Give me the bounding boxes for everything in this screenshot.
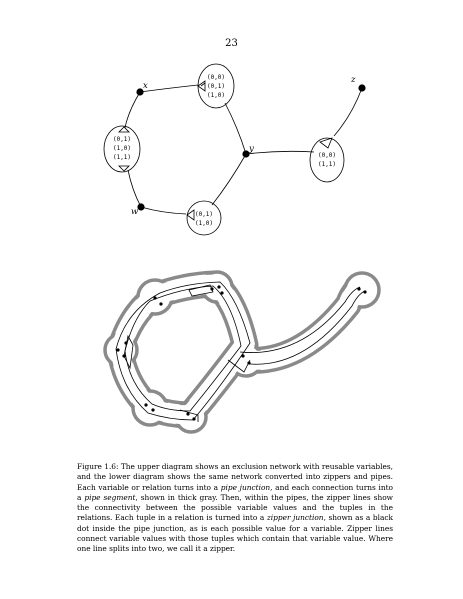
edge-y-right bbox=[246, 151, 314, 154]
tuple-label: (0,1) bbox=[194, 211, 214, 218]
tuple-label: (1,0) bbox=[112, 145, 132, 152]
edge-z-right bbox=[334, 88, 362, 136]
edge-left-w bbox=[128, 170, 141, 207]
variable-w-dot bbox=[137, 203, 144, 210]
tuple-label: (1,0) bbox=[206, 92, 226, 99]
figure-caption bbox=[77, 462, 393, 555]
edge-x-top bbox=[140, 85, 198, 92]
edge-y-bottom bbox=[212, 154, 246, 205]
variable-x-label: x bbox=[143, 81, 148, 91]
variable-z-label: z bbox=[351, 75, 356, 85]
caption-text: , and each connection turns into a bbox=[77, 482, 393, 502]
relation-right bbox=[310, 138, 344, 182]
tuple-label: (0,1) bbox=[112, 136, 132, 143]
marker-left-top bbox=[119, 127, 129, 132]
caption-text: , shown as a black dot inside the pipe junction, as is each possible value for a variable. Zipper lines connect variable values with those tuples which contain that variable value. Where one line splits into two, we call it a zipper. bbox=[77, 513, 393, 554]
tuple-label: (0,1) bbox=[206, 83, 226, 90]
relation-bottom bbox=[187, 201, 221, 235]
lower-diagram bbox=[105, 272, 379, 432]
variable-z-dot bbox=[358, 84, 365, 91]
edge-x-left bbox=[125, 92, 140, 128]
tuple-label: (0,0) bbox=[317, 152, 337, 159]
page-number: 23 bbox=[225, 38, 238, 49]
caption-text: The upper diagram shows an exclusion network with reusable variables, and the lower diagram shows the same network converted into zippers and pipes. Each variable or relation turns into a bbox=[77, 462, 394, 492]
tuple-label: (1,0) bbox=[194, 220, 214, 227]
tuple-label: (1,1) bbox=[317, 161, 337, 168]
tuple-label: (0,0) bbox=[206, 74, 226, 81]
caption-label: Figure 1.6: bbox=[77, 462, 119, 471]
edge-w-bottom bbox=[141, 207, 186, 214]
caption-term: pipe segment bbox=[84, 492, 136, 502]
caption-text: , shown in thick gray. Then, within the pipes, the zipper lines show the connectivity between the possible variable values and the tuples in the relations. Each tuple in a relation is turned into a bbox=[77, 492, 393, 523]
caption-term: pipe junction bbox=[220, 482, 271, 492]
marker-right bbox=[320, 138, 332, 148]
edge-top-y bbox=[225, 103, 246, 154]
marker-top bbox=[198, 81, 205, 91]
tuple-label: (1,1) bbox=[112, 154, 132, 161]
variable-y-label: y bbox=[249, 144, 254, 154]
caption-term: zipper junction bbox=[266, 513, 324, 523]
variable-w-label: w bbox=[131, 207, 139, 217]
marker-left-bottom bbox=[119, 166, 129, 171]
